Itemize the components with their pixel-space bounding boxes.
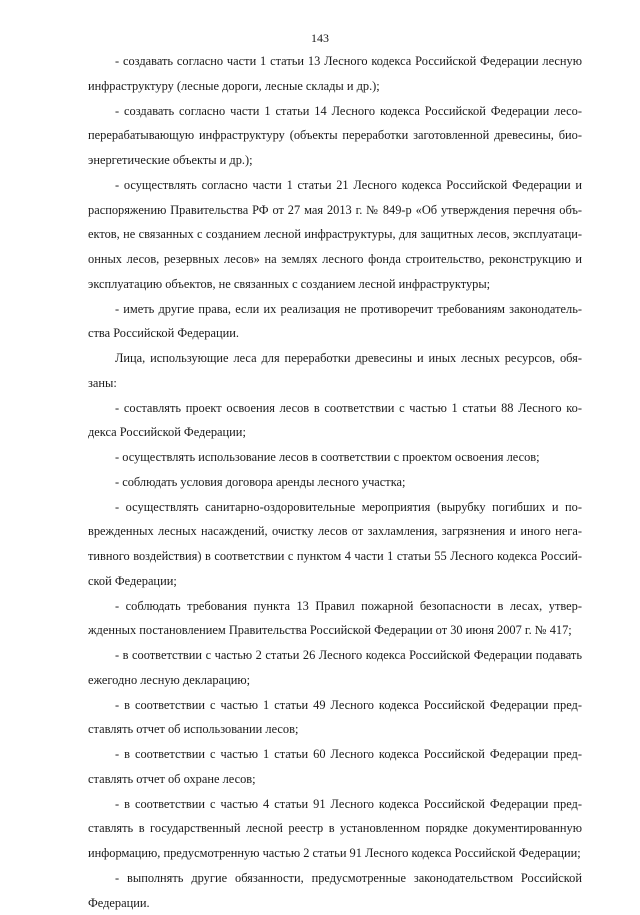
paragraph-duty-forest-declaration: - в соответствии с частью 2 статьи 26 Лесного кодекса Российской Федерации подавать ежегодно лесную декларацию; [88, 648, 582, 687]
paragraph-right-other-rights: - иметь другие права, если их реализация не противоречит требованиям законодательства Российской Федерации. [88, 301, 582, 341]
paragraph-right-processing-infrastructure: - создавать согласно части 1 статьи 14 Лесного кодекса Российской Федерации лесоперерабатывающую инфраструктуру (объекты переработки заготовленной древесины, биоэнергетические объекты и др.); [88, 103, 582, 167]
paragraph-right-forest-infrastructure: - создавать согласно части 1 статьи 13 Лесного кодекса Российской Федерации лесную инфраструктуру (лесные дороги, лесные склады и др.); [88, 54, 582, 93]
paragraph-duty-protection-report: - в соответствии с частью 1 статьи 60 Лесного кодекса Российской Федерации представлять отчет об охране лесов; [88, 747, 582, 786]
paragraph-duty-development-project: - составлять проект освоения лесов в соответствии с частью 1 статьи 88 Лесного кодекса Российской Федерации; [88, 400, 582, 440]
body-text [88, 49, 582, 915]
paragraph-duty-other-obligations: - выполнять другие обязанности, предусмотренные законодательством Российской Федерации. [88, 870, 582, 910]
page-number: 143 [311, 31, 329, 45]
paragraph-duty-use-per-project: - осуществлять использование лесов в соответствии с проектом освоения лесов; [115, 450, 540, 464]
paragraph-duty-use-report: - в соответствии с частью 1 статьи 49 Лесного кодекса Российской Федерации представлять отчет об использовании лесов; [88, 697, 582, 737]
paragraph-duty-lease-terms: - соблюдать условия договора аренды лесного участка; [115, 474, 406, 489]
paragraph-duty-forest-registry: - в соответствии с частью 4 статьи 91 Лесного кодекса Российской Федерации представлять в государственный лесной реестр в установленном порядке документированную информацию, предусмотренную частью 2 статьи 91 Лесного кодекса Российской Федерации; [88, 796, 582, 860]
paragraph-duty-fire-safety: - соблюдать требования пункта 13 Правил пожарной безопасности в лесах, утвержденных постановлением Правительства Российской Федерации от 30 июня 2007 г. № 417; [88, 598, 582, 638]
paragraph-duty-sanitary-measures: - осуществлять санитарно-оздоровительные мероприятия (вырубку погибших и поврежденных лесных насаждений, очистку лесов от захламления, загрязнения и иного негативного воздействия) в соответствии с пунктом 4 части 1 статьи 55 Лесного кодекса Российской Федерации; [88, 499, 582, 588]
paragraph-right-non-infrastructure-objects: - осуществлять согласно части 1 статьи 21 Лесного кодекса Российской Федерации и распоряжению Правительства РФ от 27 мая 2013 г. № 849-р «Об утверждения перечня объектов, не связанных с созданием лесной инфраструктуры, для защитных лесов, эксплуатационных лесов, резервных лесов» на землях лесного фонда строительство, реконструкцию и эксплуатацию объектов, не связанных с созданием лесной инфраструктуры; [88, 177, 582, 291]
paragraph-obligations-intro: Лица, использующие леса для переработки древесины и иных лесных ресурсов, обязаны: [88, 351, 582, 390]
